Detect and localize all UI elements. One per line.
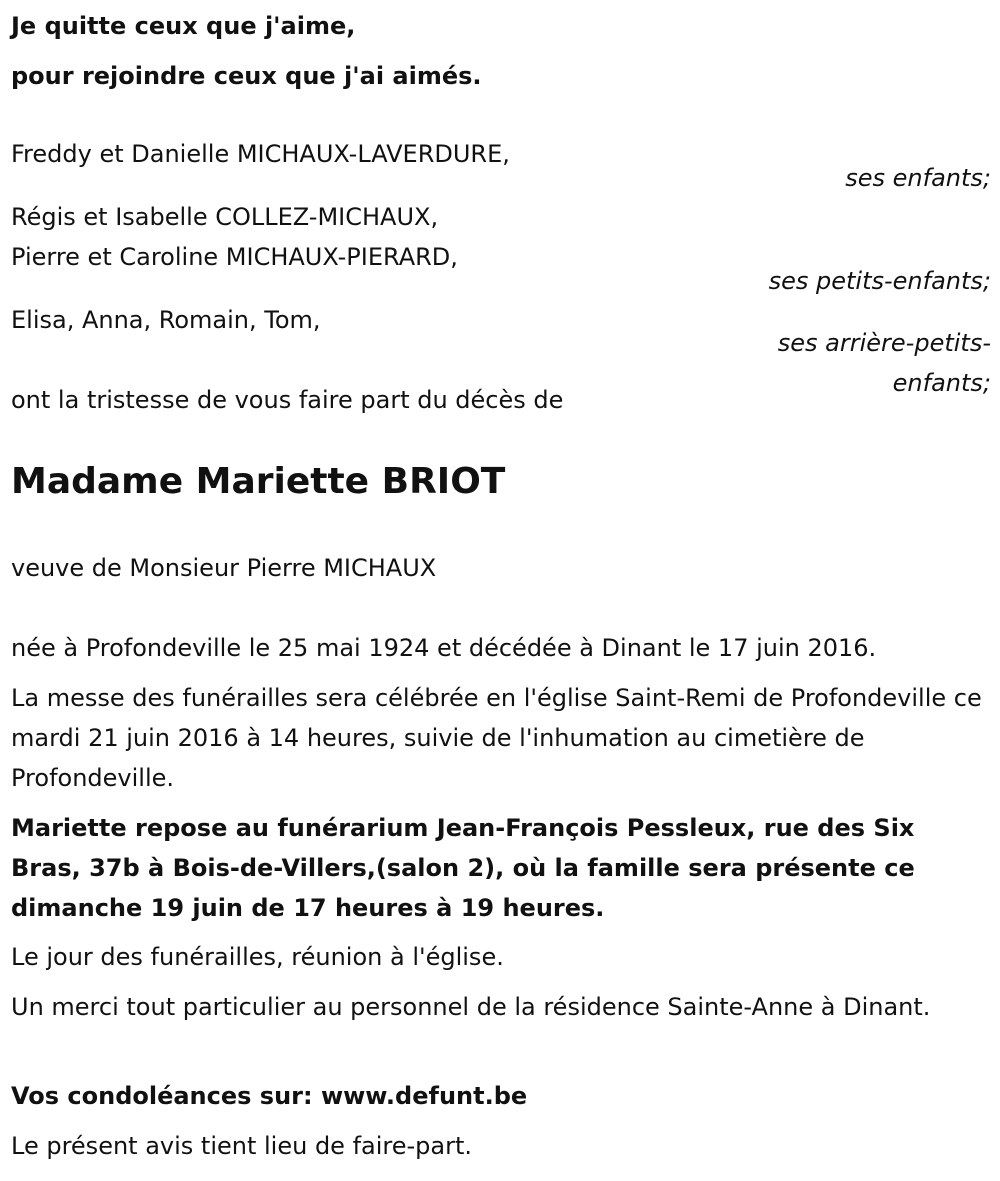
- widow-of-text: veuve de Monsieur Pierre MICHAUX: [11, 554, 437, 582]
- children-label: ses enfants;: [845, 164, 991, 192]
- quote-line-2: pour rejoindre ceux que j'ai aimés.: [11, 62, 482, 90]
- deceased-name: Madame Mariette BRIOT: [11, 461, 506, 502]
- meeting-text: Le jour des funérailles, réunion à l'église.: [11, 943, 504, 971]
- thanks-text: Un merci tout particulier au personnel de la résidence Sainte-Anne à Dinant.: [11, 993, 931, 1021]
- grandchildren-label: ses petits-enfants;: [768, 267, 991, 295]
- birth-death-text: née à Profondeville le 25 mai 1924 et décédée à Dinant le 17 juin 2016.: [11, 634, 877, 662]
- greatgrandchildren-names: Elisa, Anna, Romain, Tom,: [11, 306, 321, 334]
- quote-line-1: Je quitte ceux que j'aime,: [11, 12, 356, 40]
- greatgrandchildren-label-line-2: enfants;: [892, 369, 991, 397]
- children-names: Freddy et Danielle MICHAUX-LAVERDURE,: [11, 140, 510, 168]
- greatgrandchildren-label-line-1: ses arrière-petits-: [777, 329, 991, 357]
- funerarium-text: Mariette repose au funérarium Jean-François Pessleux, rue des Six Bras, 37b à Bois-de-Villers,(salon 2), où la famille sera présente ce dimanche 19 juin de 17 heures à 19 heures.: [11, 814, 915, 922]
- funeral-mass-text: La messe des funérailles sera célébrée en l'église Saint-Remi de Profondeville ce mardi 21 juin 2016 à 14 heures, suivie de l'inhumation au cimetière de Profondeville.: [11, 684, 982, 792]
- notice-text: Le présent avis tient lieu de faire-part.: [11, 1132, 473, 1160]
- condolences-text: Vos condoléances sur: www.defunt.be: [11, 1082, 528, 1110]
- grandchildren-name-1: Régis et Isabelle COLLEZ-MICHAUX,: [11, 203, 439, 231]
- announcement-text: ont la tristesse de vous faire part du décès de: [11, 386, 564, 414]
- grandchildren-name-2: Pierre et Caroline MICHAUX-PIERARD,: [11, 243, 458, 271]
